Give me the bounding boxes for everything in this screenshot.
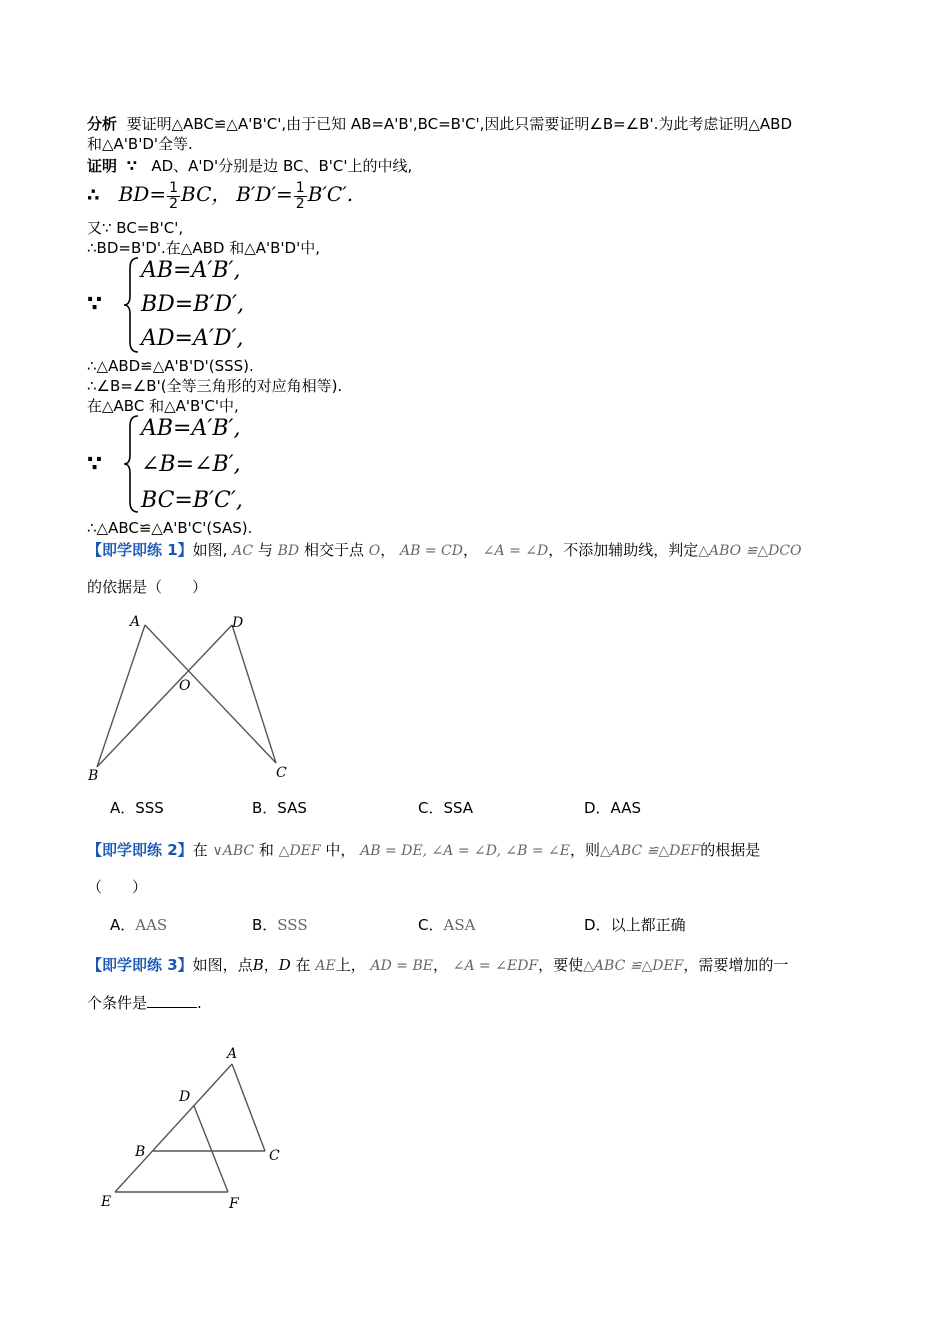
ex1-text: ， (380, 541, 396, 559)
ex2-text: 的根据是 (700, 841, 761, 859)
analysis-line-2: 和△A'B'D'全等. (87, 135, 193, 153)
ex1-text: 相交于点 (303, 541, 364, 559)
exercise-3-tag: 【即学即练 3】 (87, 956, 193, 974)
proof-line-2 (87, 178, 353, 212)
because-symbol: ∵ (87, 292, 103, 317)
bc-expr: BC， (181, 182, 232, 206)
ex3-text: 个条件是 (87, 994, 148, 1012)
option-letter: A． (110, 916, 136, 934)
figure-1-crossed-triangles (80, 605, 310, 790)
label-a: A (227, 1046, 238, 1062)
ex2-math: △DEF (278, 843, 321, 859)
proof-line-1 (87, 156, 412, 176)
option-value: 以上都正确 (610, 916, 686, 934)
label-d: D (179, 1089, 191, 1105)
ex1-text: 与 (257, 541, 273, 559)
exercise-2-line-1 (87, 840, 760, 861)
ex1-text: 如图, (192, 541, 228, 559)
exercise-2-option-a[interactable] (110, 915, 167, 935)
fraction-num: 1 (169, 180, 179, 196)
exercise-3-line-2 (87, 993, 202, 1013)
exercise-1-line-1 (87, 540, 802, 561)
left-brace-icon (123, 256, 141, 354)
system-1-row-2: BD=B′D′, (141, 292, 245, 317)
proof-line-7: 在△ABC 和△A'B'C'中, (87, 397, 239, 415)
ex3-math: AD = BE (370, 958, 433, 974)
ex2-math: ∨ABC (212, 843, 255, 859)
ex2-text: 在 (192, 841, 208, 859)
label-f: F (229, 1196, 239, 1212)
system-2-row-3: BC=B′C′, (141, 488, 243, 513)
segment-ae (115, 1064, 232, 1192)
exercise-1-option-c[interactable]: C．SSA (418, 799, 474, 817)
exercise-1-option-b[interactable]: B．SAS (252, 799, 307, 817)
ex3-text: ， (432, 956, 448, 974)
ex3-text: 如图，点 (192, 956, 253, 974)
ex3-math: AE (315, 958, 336, 974)
system-2-row-2: ∠B=∠B′, (141, 452, 241, 477)
system-1-row-1: AB=A′B′, (141, 258, 241, 283)
label-c: C (276, 765, 287, 781)
left-brace-icon (123, 414, 141, 514)
ex2-math: △ABC ≌△DEF (600, 843, 701, 859)
exercise-1-tag: 【即学即练 1】 (87, 541, 193, 559)
proof-line-6: ∴∠B=∠B'(全等三角形的对应角相等). (87, 377, 343, 395)
ex3-text: 上， (335, 956, 366, 974)
ex1-math: O (368, 543, 381, 559)
fraction-num: 1 (295, 180, 305, 196)
proof-label: 证明 (87, 157, 118, 175)
option-letter: D． (584, 916, 611, 934)
segment-df (194, 1106, 228, 1192)
because-symbol: ∵ (126, 157, 137, 175)
analysis-label: 分析 (87, 115, 118, 133)
ex1-text: ，不添加辅助线，判定 (548, 541, 699, 559)
system-2-row-1: AB=A′B′, (141, 416, 241, 441)
proof-line-4: ∴BD=B'D'.在△ABD 和△A'B'D'中, (87, 239, 320, 257)
ex1-math: AC (232, 543, 254, 559)
label-o: O (179, 678, 191, 694)
ex1-text: ， (462, 541, 478, 559)
ex3-text: 在 (295, 956, 311, 974)
option-letter: B． (252, 916, 278, 934)
proof-text-1: AD、A'D'分别是边 BC、B'C'上的中线, (151, 157, 413, 175)
ex3-math: ∠A = ∠EDF (452, 958, 539, 974)
option-value: AAS (135, 916, 168, 934)
exercise-1-option-d[interactable]: D．AAS (584, 799, 642, 817)
option-value: SSS (277, 916, 308, 934)
label-c: C (269, 1148, 280, 1164)
segment-dc (232, 625, 276, 763)
fraction-half-1 (167, 181, 180, 212)
exercise-1-option-a[interactable]: A．SSS (110, 799, 164, 817)
system-1-row-3: AD=A′D′, (141, 326, 244, 351)
ex3-text: ，要使 (538, 956, 584, 974)
label-b: B (88, 768, 99, 784)
label-d: D (232, 615, 244, 631)
analysis-line-1 (87, 114, 792, 134)
because-symbol: ∵ (87, 452, 103, 477)
ex2-math: AB = DE, ∠A = ∠D, ∠B = ∠E (360, 843, 570, 859)
option-value: ASA (443, 916, 476, 934)
ex1-math: △ABO ≌△DCO (698, 543, 802, 559)
ex1-math: ∠A = ∠D (482, 543, 549, 559)
label-a: A (130, 614, 141, 630)
label-b: B (135, 1144, 146, 1160)
analysis-text-1: 要证明△ABC≌△A'B'C',由于已知 AB=A'B',BC=B'C',因此只需要证明∠B=∠B'.为此考虑证明△ABD (126, 115, 793, 133)
fraction-den: 2 (295, 196, 305, 212)
exercise-2-tag: 【即学即练 2】 (87, 841, 193, 859)
segment-ac (145, 625, 276, 763)
therefore-symbol: ∴ (87, 185, 100, 206)
ex3-text: ， (263, 956, 279, 974)
figure-3-triangles (95, 1040, 295, 1220)
bpdp-expr: B′D′= (236, 182, 293, 206)
answer-blank[interactable] (147, 993, 197, 1008)
option-letter: C． (418, 916, 444, 934)
segment-ab (97, 625, 145, 767)
ex1-math: BD (277, 543, 300, 559)
ex3-math: D (278, 956, 291, 974)
exercise-2-line-2: （ ） (87, 878, 148, 896)
exercise-2-option-b[interactable] (252, 915, 308, 935)
ex3-text: . (197, 994, 202, 1012)
ex2-text: 和 (258, 841, 274, 859)
proof-line-8: ∴△ABC≌△A'B'C'(SAS). (87, 519, 253, 537)
exercise-1-line-2: 的依据是（ ） (87, 578, 208, 596)
exercise-3-line-1 (87, 955, 788, 976)
proof-line-3: 又∵ BC=B'C', (87, 219, 184, 237)
ex3-math: △ABC ≌△DEF (583, 958, 684, 974)
label-e: E (101, 1194, 112, 1210)
segment-ac (232, 1064, 265, 1151)
exercise-2-option-c[interactable] (418, 915, 475, 935)
ex2-text: 中， (325, 841, 356, 859)
fraction-half-2 (294, 181, 307, 212)
exercise-2-option-d[interactable] (584, 915, 686, 935)
ex1-math: AB = CD (400, 543, 463, 559)
proof-line-5: ∴△ABD≌△A'B'D'(SSS). (87, 357, 254, 375)
ex3-text: ，需要增加的一 (683, 956, 789, 974)
ex3-math: B (252, 956, 264, 974)
fraction-den: 2 (169, 196, 179, 212)
bpcp-expr: B′C′. (307, 182, 354, 206)
bd-expr: BD= (118, 182, 167, 206)
ex2-text: ，则 (570, 841, 601, 859)
